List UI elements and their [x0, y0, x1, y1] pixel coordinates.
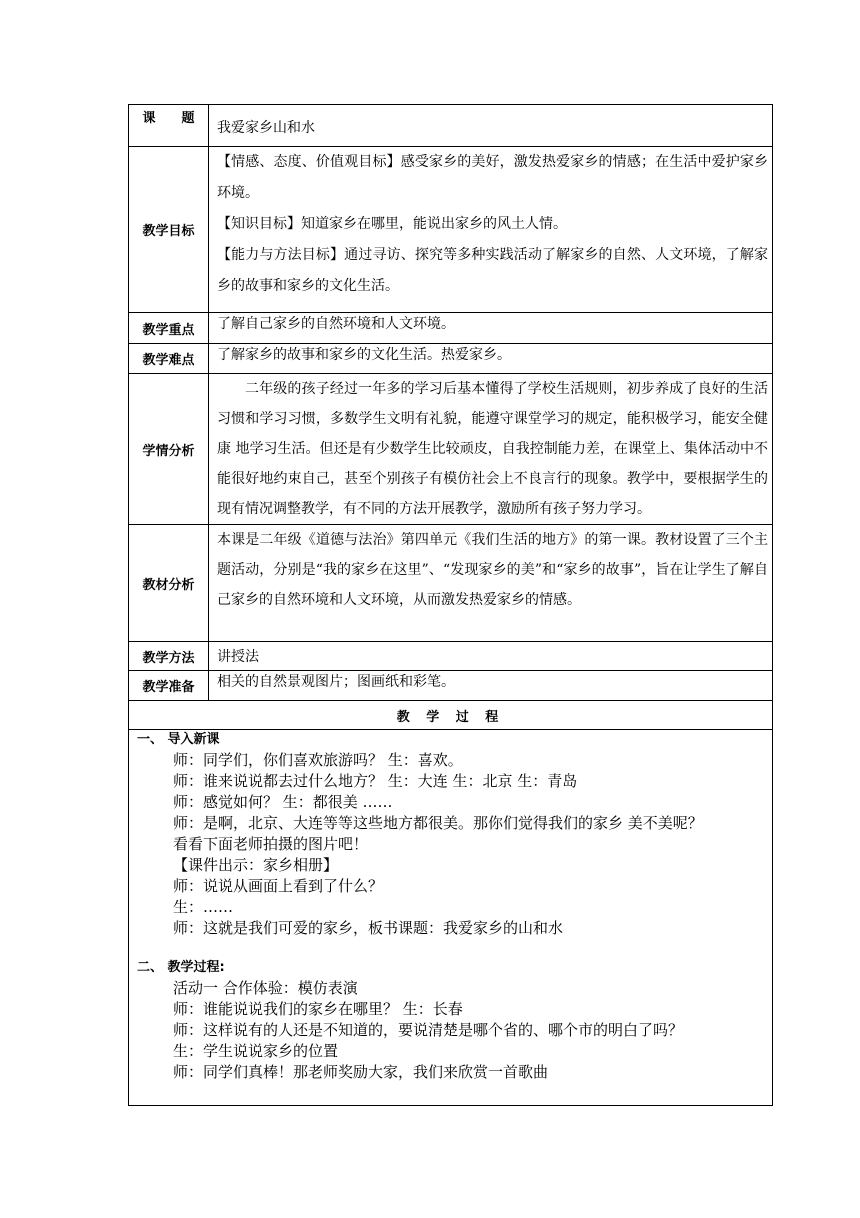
method-row	[129, 642, 773, 671]
key-points-row	[129, 313, 773, 344]
goal-emotion: 【情感、态度、价值观目标】感受家乡的美好，激发热爱家乡的情感；在生活中爱护家乡环境。	[217, 154, 768, 201]
process-row	[129, 730, 773, 1106]
section-gap	[129, 939, 772, 958]
preparation-row	[129, 671, 773, 701]
intro-line: 师：感觉如何？ 生：都很美 ……	[173, 793, 393, 811]
student-analysis-text: 二年级的孩子经过一年多的学习后基本懂得了学校生活规则，初步养成了良好的生活习惯和学习习惯，多数学生文明有礼貌，能遵守课堂学习的规定，能积极学习，能安全健康 地学习生活。但还是有少数学生比较顽皮，自我控制能力差，在课堂上、集体活动中不能很好地约束自己，甚至个别孩子有模仿社会上不良言行的现象。教学中，要根据学生的现有情况调整教学，有不同的方法开展教学，激励所有孩子努力学习。	[217, 381, 768, 517]
difficulties-label: 教学难点	[129, 344, 209, 374]
process-line: 师：谁能说说我们的家乡在哪里？ 生：长春	[173, 1000, 463, 1018]
preparation-value: 相关的自然景观图片；图画纸和彩笔。	[209, 671, 773, 701]
student-analysis-content	[209, 374, 773, 525]
goal-knowledge: 【知识目标】知道家乡在哪里，能说出家乡的风土人情。	[217, 216, 567, 232]
intro-line: 师：说说从画面上看到了什么？	[173, 877, 384, 895]
key-points-value: 了解自己家乡的自然环境和人文环境。	[209, 313, 773, 344]
material-analysis-row	[129, 525, 773, 642]
material-analysis-content	[209, 525, 773, 642]
intro-line: 【课件出示：家乡相册】	[173, 856, 339, 874]
goal-ability: 【能力与方法目标】通过寻访、探究等多种实践活动了解家乡的自然、人文环境，了解家乡的故事和家乡的文化生活。	[217, 247, 768, 294]
student-analysis-label: 学情分析	[129, 374, 209, 525]
goals-label: 教学目标	[129, 147, 209, 313]
method-value: 讲授法	[209, 642, 773, 671]
goals-content	[209, 147, 773, 313]
material-analysis-text: 本课是二年级《道德与法治》第四单元《我们生活的地方》的第一课。教材设置了三个主题活动，分别是“我的家乡在这里”、“发现家乡的美”和“家乡的故事”，旨在让学生了解自己家乡的自然环境和人文环境，从而激发热爱家乡的情感。	[217, 532, 768, 608]
difficulties-value: 了解家乡的故事和家乡的文化生活。热爱家乡。	[209, 344, 773, 374]
process-line: 师：这样说有的人还是不知道的，要说清楚是哪个省的、哪个市的明白了吗？	[173, 1021, 684, 1039]
intro-line: 师：是啊，北京、大连等等这些地方都很美。那你们觉得我们的家乡 美不美呢？	[173, 814, 703, 832]
material-analysis-label: 教材分析	[129, 525, 209, 642]
topic-label: 课 题	[129, 105, 209, 147]
difficulties-row	[129, 344, 773, 374]
process-content	[129, 730, 773, 1106]
process-line: 生：学生说说家乡的位置	[173, 1042, 339, 1060]
process-heading: 教 学 过 程	[129, 701, 773, 730]
key-points-label: 教学重点	[129, 313, 209, 344]
topic-value: 我爱家乡山和水	[209, 105, 773, 147]
method-label: 教学方法	[129, 642, 209, 671]
intro-line: 师：谁来说说都去过什么地方？ 生：大连 生：北京 生：青岛	[173, 772, 578, 790]
process-line: 活动一 合作体验：模仿表演	[173, 979, 358, 997]
process-line: 师：同学们真棒！那老师奖励大家，我们来欣赏一首歌曲	[173, 1063, 549, 1081]
student-analysis-row	[129, 374, 773, 525]
lesson-plan-table	[128, 104, 773, 1106]
topic-row	[129, 105, 773, 147]
process-heading-row	[129, 701, 773, 730]
section-intro-title: 一、 导入新课	[137, 732, 220, 747]
goals-row	[129, 147, 773, 313]
section-process-title: 二、 教学过程:	[137, 960, 225, 975]
intro-line: 师：这就是我们可爱的家乡，板书课题：我爱家乡的山和水	[173, 919, 564, 937]
intro-line: 看看下面老师拍摄的图片吧！	[173, 835, 369, 853]
intro-line: 生：……	[173, 898, 234, 916]
intro-line: 师：同学们，你们喜欢旅游吗？ 生：喜欢。	[173, 751, 463, 769]
preparation-label: 教学准备	[129, 671, 209, 701]
